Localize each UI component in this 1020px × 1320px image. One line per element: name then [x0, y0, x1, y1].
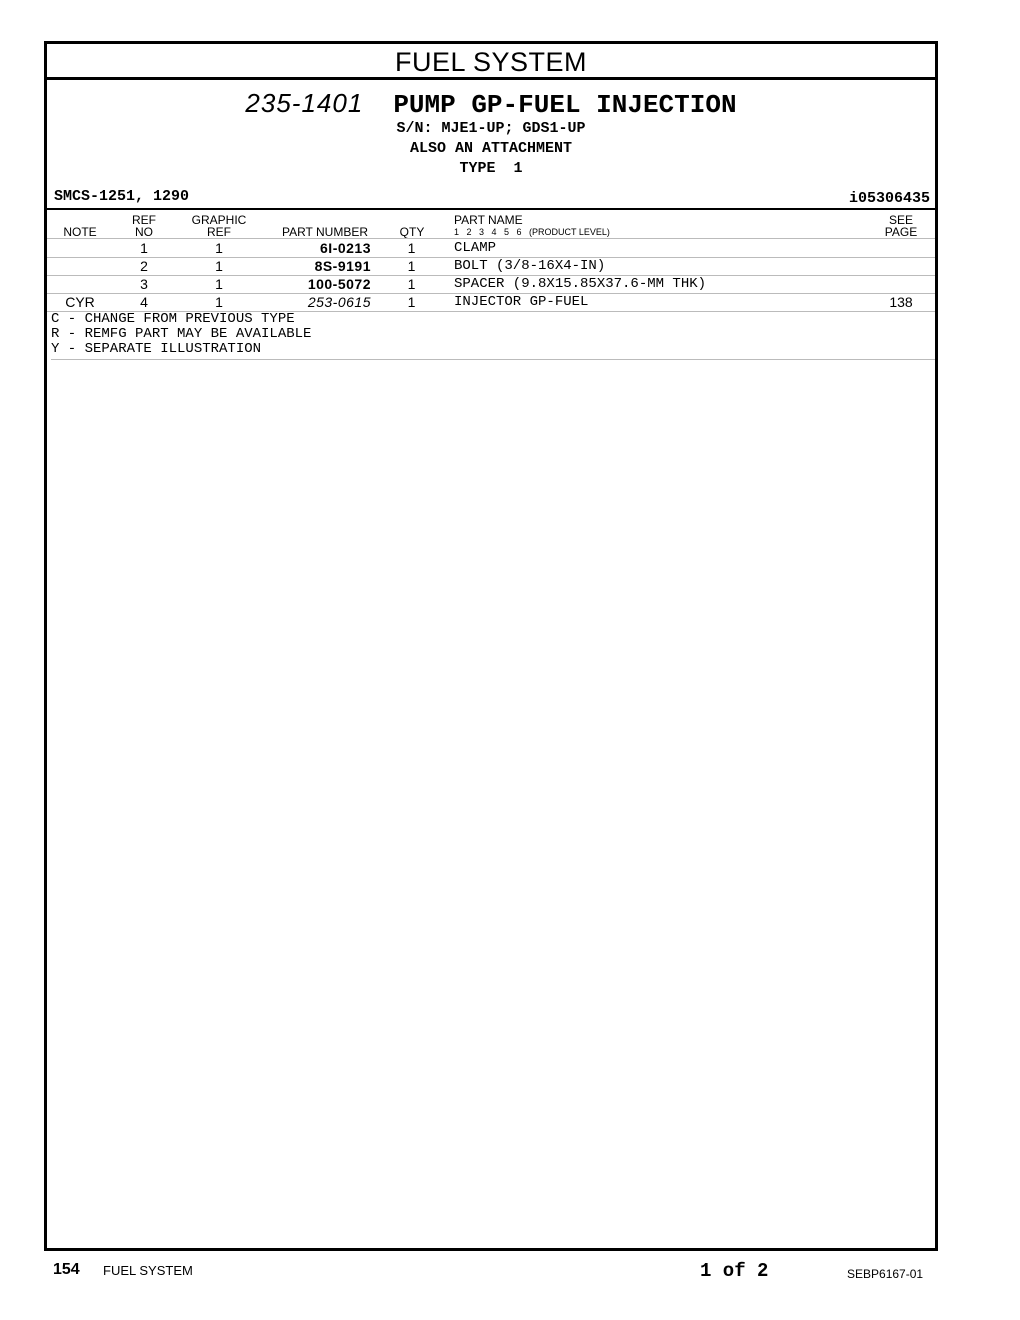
attachment-note: ALSO AN ATTACHMENT — [409, 140, 573, 157]
row-part-number[interactable]: 253-0615 — [307, 294, 371, 310]
illustration-id: i05306435 — [848, 190, 930, 207]
row-graphic-ref: 1 — [215, 276, 223, 292]
legend-line: R - REMFG PART MAY BE AVAILABLE — [51, 326, 312, 342]
col-part-name: PART NAME — [454, 213, 523, 227]
footer-section: FUEL SYSTEM — [103, 1263, 193, 1278]
header-divider — [47, 238, 935, 239]
document-id: SEBP6167-01 — [847, 1267, 924, 1281]
row-qty: 1 — [407, 294, 416, 310]
col-ref-no-1: REF — [132, 213, 156, 227]
group-header — [47, 80, 935, 210]
row-part-name: INJECTOR GP-FUEL — [454, 294, 589, 310]
row-ref: 4 — [140, 294, 148, 310]
column-headers — [47, 210, 935, 238]
row-qty: 1 — [407, 276, 416, 292]
page-footer — [0, 1260, 1020, 1290]
col-qty: QTY — [399, 225, 425, 239]
col-part-number: PART NUMBER — [281, 225, 368, 239]
col-graphic-1: GRAPHIC — [191, 213, 247, 227]
col-product-levels: 1 2 3 4 5 6 (PRODUCT LEVEL) — [454, 227, 610, 237]
legend-line: C - CHANGE FROM PREVIOUS TYPE — [51, 311, 295, 327]
type-label: TYPE 1 — [459, 160, 523, 177]
col-see-page-2: PAGE — [884, 225, 918, 239]
row-note: CYR — [65, 294, 95, 310]
smcs-code: SMCS-1251, 1290 — [54, 188, 190, 205]
col-see-page-1: SEE — [888, 213, 913, 227]
row-part-name: BOLT (3/8-16X4-IN) — [454, 258, 606, 274]
row-ref: 3 — [140, 276, 148, 292]
table-row — [47, 258, 935, 276]
table-row — [47, 240, 935, 258]
row-qty: 1 — [407, 240, 416, 256]
serial-numbers: S/N: MJE1-UP; GDS1-UP — [396, 120, 586, 137]
page-of: 1 of 2 — [700, 1260, 769, 1282]
row-ref: 1 — [140, 240, 148, 256]
col-graphic-2: REF — [207, 225, 231, 239]
page-frame — [44, 41, 938, 1251]
group-part-name: PUMP GP-FUEL INJECTION — [393, 90, 737, 120]
row-part-name: CLAMP — [454, 240, 497, 256]
page-number: 154 — [53, 1261, 80, 1278]
table-row — [47, 294, 935, 312]
row-graphic-ref: 1 — [215, 294, 223, 310]
col-note: NOTE — [63, 225, 97, 239]
row-part-number[interactable]: 100-5072 — [307, 276, 371, 292]
row-qty: 1 — [407, 258, 416, 274]
col-ref-no-2: NO — [135, 225, 153, 239]
group-title — [47, 88, 935, 120]
row-part-name: SPACER (9.8X15.85X37.6-MM THK) — [454, 276, 707, 292]
row-part-number[interactable]: 8S-9191 — [314, 258, 371, 274]
row-ref: 2 — [140, 258, 148, 274]
row-see-page[interactable]: 138 — [889, 294, 913, 310]
row-graphic-ref: 1 — [215, 240, 223, 256]
row-graphic-ref: 1 — [215, 258, 223, 274]
table-row — [47, 276, 935, 294]
row-part-number[interactable]: 6I-0213 — [320, 240, 371, 256]
section-title: FUEL SYSTEM — [47, 44, 935, 80]
legend-notes — [51, 312, 935, 360]
legend-line: Y - SEPARATE ILLUSTRATION — [51, 341, 262, 357]
group-part-number: 235-1401 — [245, 88, 364, 118]
